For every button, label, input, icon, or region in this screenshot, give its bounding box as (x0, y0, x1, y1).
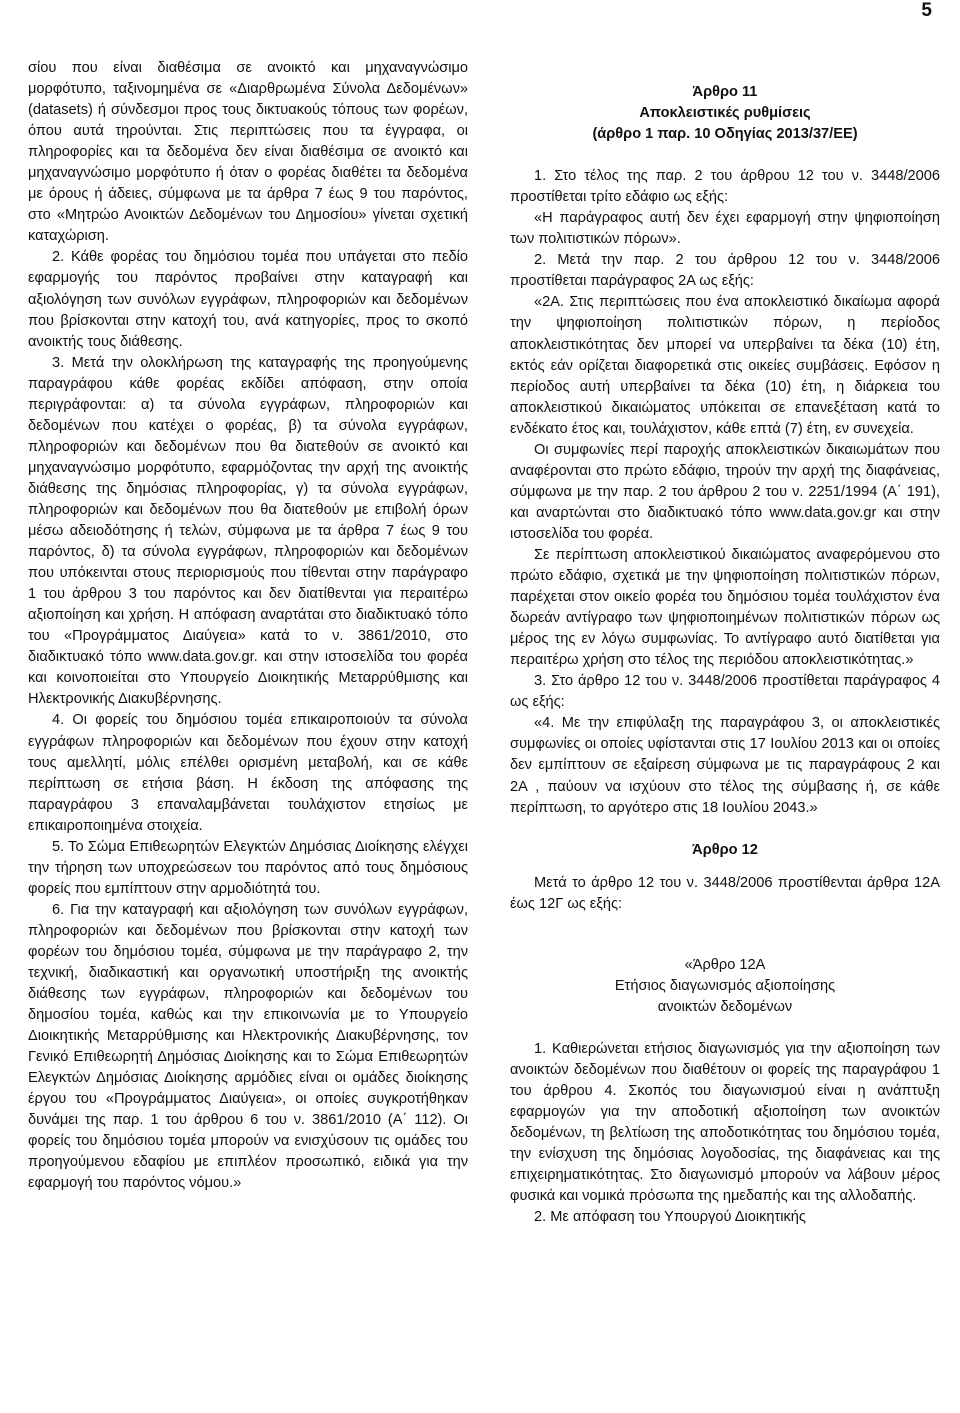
article-11-exclusive-right: Σε περίπτωση αποκλειστικού δικαιώματος αναφερόμενου στο πρώτο εδάφιο, σχετικά με την ψηφιοποίηση πολιτιστικών πόρων, παρέχεται στον οικείο φορέα του δημόσιου τομέα τουλάχιστον ένα δωρεάν αντίγραφο των ψηφιοποιημένων πολιτιστικών πόρων ως μέρος της εν λόγω συμφωνίας. Το αντίγραφο αυτό διατίθεται για περαιτέρω χρήση στο τέλος της περιόδου αποκλειστικότητας.» (510, 546, 940, 669)
article-11-paragraph-2: 2. Μετά την παρ. 2 του άρθρου 12 του ν. 3448/2006 προστίθεται παράγραφος 2Α ως εξής: (510, 252, 940, 290)
article-12-intro: Μετά το άρθρο 12 του ν. 3448/2006 προστίθενται άρθρα 12Α έως 12Γ ως εξής: (510, 874, 940, 912)
article-12a-paragraph-1: 1. Καθιερώνεται ετήσιος διαγωνισμός για την αξιοποίηση των ανοικτών δεδομένων που διαθέτουν οι φορείς της παραγράφου 1 του άρθρου 4. Σκοπός του διαγωνισμού είναι η ανάπτυξη εφαρμογών για την αποδοτική αξιοποίηση των ανοικτών δεδομένων, τη βελτίωση της αποδοτικότητας του δημόσιου τομέα, την ενίσχυση της δημόσιας λογοδοσίας, της διαφάνειας και της επιχειρηματικότητας. Στο διαγωνισμό μπορούν να λάβουν μέρος φυσικά και νομικά πρόσωπα της ημεδαπής και της αλλοδαπής. (510, 1040, 940, 1205)
article-11-title: Άρθρο 11 (692, 84, 758, 100)
right-column (510, 82, 940, 1228)
article-12a-subtitle-line-1: Ετήσιος διαγωνισμός αξιοποίησης (614, 977, 836, 994)
left-paragraph-5: 5. Το Σώμα Επιθεωρητών Ελεγκτών Δημόσιας Διοίκησης ελέγχει την τήρηση των υποχρεώσεων του παρόντος από τους δημόσιους φορείς που εμπίπτουν στην αρμοδιότητά του. (28, 838, 468, 897)
left-paragraph-continued: σίου που είναι διαθέσιμα σε ανοικτό και μηχαναγνώσιμο μορφότυπο, ταξινομημένα σε «Διαρθρωμένα Σύνολα Δεδομένων» (datasets) ή σύνδεσμοι προς τους δικτυακούς τόπους των φορέων, όπου αυτά τηρούνται. Στις περιπτώσεις που τα έγγραφα, οι πληροφορίες και τα δεδομένα δεν είναι διαθέσιμα σε ανοικτό και μηχαναγνώσιμο μορφότυπο ή όταν ο φορέας διαθέτει τα δεδομένα με όρους ή άδειες, σύμφωνα με τα άρθρα 7 έως 9 του παρόντος, στο «Μητρώο Ανοικτών Δεδομένων του Δημοσίου» γίνεται σχετική καταχώριση. (28, 60, 468, 245)
article-11-quote-2a: «2Α. Στις περιπτώσεις που ένα αποκλειστικό δικαίωμα αφορά την ψηφιοποίηση πολιτιστικών πόρων, η περίοδος αποκλειστικότητας δεν μπορεί να υπερβαίνει τα δέκα (10) έτη, εκτός εάν ορίζεται διαφορετικά στις οικείες συμβάσεις. Εφόσον η περίοδος αυτή υπερβαίνει τα δέκα (10) έτη, η διάρκεια του αποκλειστικού δικαιώματος υπόκειται σε επανεξέταση κατά το ενδέκατο έτος και, τουλάχιστον, κάθε επτά (7) έτη, εν συνεχεία. (510, 294, 940, 437)
left-column (28, 58, 468, 1195)
article-12a-title: «Άρθρο 12Α (684, 956, 766, 973)
article-12-title: Άρθρο 12 (692, 841, 758, 858)
article-12a-paragraph-2: 2. Με απόφαση του Υπουργού Διοικητικής (534, 1209, 806, 1226)
left-paragraph-6: 6. Για την καταγραφή και αξιολόγηση των συνόλων εγγράφων, πληροφοριών και δεδομένων που βρίσκονται στην κατοχή των φορέων του δημόσιου τομέα, σύμφωνα με την παράγραφο 2, την τεχνική, διαδικαστική και οργανωτική υποστήριξη της ανοικτής διάθεσης των εγγράφων, πληροφοριών και δεδομένων του δημοσίου τομέα, καθώς και την επικοινωνία με το Υπουργείο Διοικητικής Μεταρρύθμισης και Ηλεκτρονικής Διακυβέρνησης, τον Γενικό Επιθεωρητή Δημόσιας Διοίκησης και το Σώμα Επιθεωρητών Ελεγκτών Δημόσιας Διοίκησης αρμόδιες είναι οι ομάδες διοίκησης έργου του «Προγράμματος Διαύγεια», οι οποίες συγκροτήθηκαν δυνάμει της παρ. 1 του άρθρου 6 του ν. 3861/2010 (Α΄ 112). Οι φορείς του δημόσιου τομέα μπορούν να ενισχύσουν τις ομάδες του προηγούμενου εδαφίου με επιπλέον προσωπικό, ειδικά για την εφαρμογή του παρόντος νόμου.» (28, 901, 468, 1192)
article-11-subtitle: Αποκλειστικές ρυθμίσεις (639, 105, 811, 122)
left-paragraph-4: 4. Οι φορείς του δημόσιου τομέα επικαιροποιούν τα σύνολα εγγράφων πληροφοριών και δεδομένων που έχουν στην κατοχή τους αμελλητί, μόλις επέλθει ορισμένη μεταβολή, και σε κάθε περίπτωση σε ετήσια βάση. Η έκδοση της απόφασης της παραγράφου 3 επαναλαμβάνεται τουλάχιστον ετησίως με επικαιροποιημένα στοιχεία. (28, 712, 468, 834)
article-12a-subtitle-line-2: ανοικτών δεδομένων (657, 998, 793, 1015)
page-number: 5 (921, 0, 932, 21)
article-11-paragraph-3: 3. Στο άρθρο 12 του ν. 3448/2006 προστίθεται παράγραφος 4 ως εξής: (510, 673, 940, 711)
left-paragraph-3: 3. Μετά την ολοκλήρωση της καταγραφής της προηγούμενης παραγράφου κάθε φορέας εκδίδει απόφαση, στην οποία περιγράφονται: α) τα σύνολα εγγράφων, πληροφοριών και δεδομένων που κατέχει ο φορέας, β) τα σύνολα εγγράφων, πληροφοριών και δεδομένων που θα διατεθούν σε ανοικτό και μηχαναγνώσιμο μορφότυπο, εφαρμόζοντας την αρχή της ανοικτής διάθεσης της δημόσιας πληροφορίας, γ) τα σύνολα εγγράφων, πληροφοριών και δεδομένων που θα διατεθούν με επιβολή όρων μέσω αδειοδότησης ή τελών, σύμφωνα με τα άρθρα 7 έως 9 του παρόντος, δ) τα σύνολα εγγράφων, πληροφοριών και δεδομένων που υπόκεινται στους περιορισμούς που τίθενται στην παράγραφο 1 του άρθρου 3 του παρόντος και δεν διατίθενται για περαιτέρω αξιοποίηση και χρήση. Η απόφαση αναρτάται στο διαδικτυακό τόπο του «Προγράμματος Διαύγεια» κατά το ν. 3861/2010, στο διαδικτυακό τόπο www.data.gov.gr. και στην ιστοσελίδα του φορέα και κοινοποιείται στο Υπουργείο Διοικητικής Μεταρρύθμισης και Ηλεκτρονικής Διακυβέρνησης. (28, 354, 468, 708)
article-11-paragraph-1: 1. Στο τέλος της παρ. 2 του άρθρου 12 του ν. 3448/2006 προστίθεται τρίτο εδάφιο ως εξής: (510, 168, 940, 206)
article-11-quote-1: «Η παράγραφος αυτή δεν έχει εφαρμογή στην ψηφιοποίηση των πολιτιστικών πόρων». (510, 210, 940, 248)
article-11-reference: (άρθρο 1 παρ. 10 Οδηγίας 2013/37/ΕΕ) (592, 126, 858, 143)
article-11-agreements: Οι συμφωνίες περί παροχής αποκλειστικών δικαιωμάτων που αναφέρονται στο πρώτο εδάφιο, τηρούν την αρχή της διαφάνειας, σύμφωνα με την παρ. 2 του άρθρου 2 του ν. 2251/1994 (Α΄ 191), και αναρτώνται στο διαδικτυακό τόπο www.data.gov.gr και στην ιστοσελίδα του φορέα. (510, 441, 940, 542)
left-paragraph-2: 2. Κάθε φορέας του δημόσιου τομέα που υπάγεται στο πεδίο εφαρμογής του παρόντος προβαίνει στην καταγραφή και αξιολόγηση των συνόλων εγγράφων, πληροφοριών και δεδομένων που βρίσκονται στην κατοχή του, ανά κατηγορίες, προς το σκοπό ανοικτής τους διάθεσης. (28, 249, 468, 350)
article-11-quote-4: «4. Με την επιφύλαξη της παραγράφου 3, οι αποκλειστικές συμφωνίες οι οποίες υφίστανται στις 17 Ιουλίου 2013 και οι οποίες δεν εμπίπτουν σε εξαίρεση σύμφωνα με τις παραγράφους 2 και 2Α , παύουν να ισχύουν στο τέλος της σύμβασης ή, σε κάθε περίπτωση, το αργότερο στις 18 Ιουλίου 2043.» (510, 715, 940, 816)
